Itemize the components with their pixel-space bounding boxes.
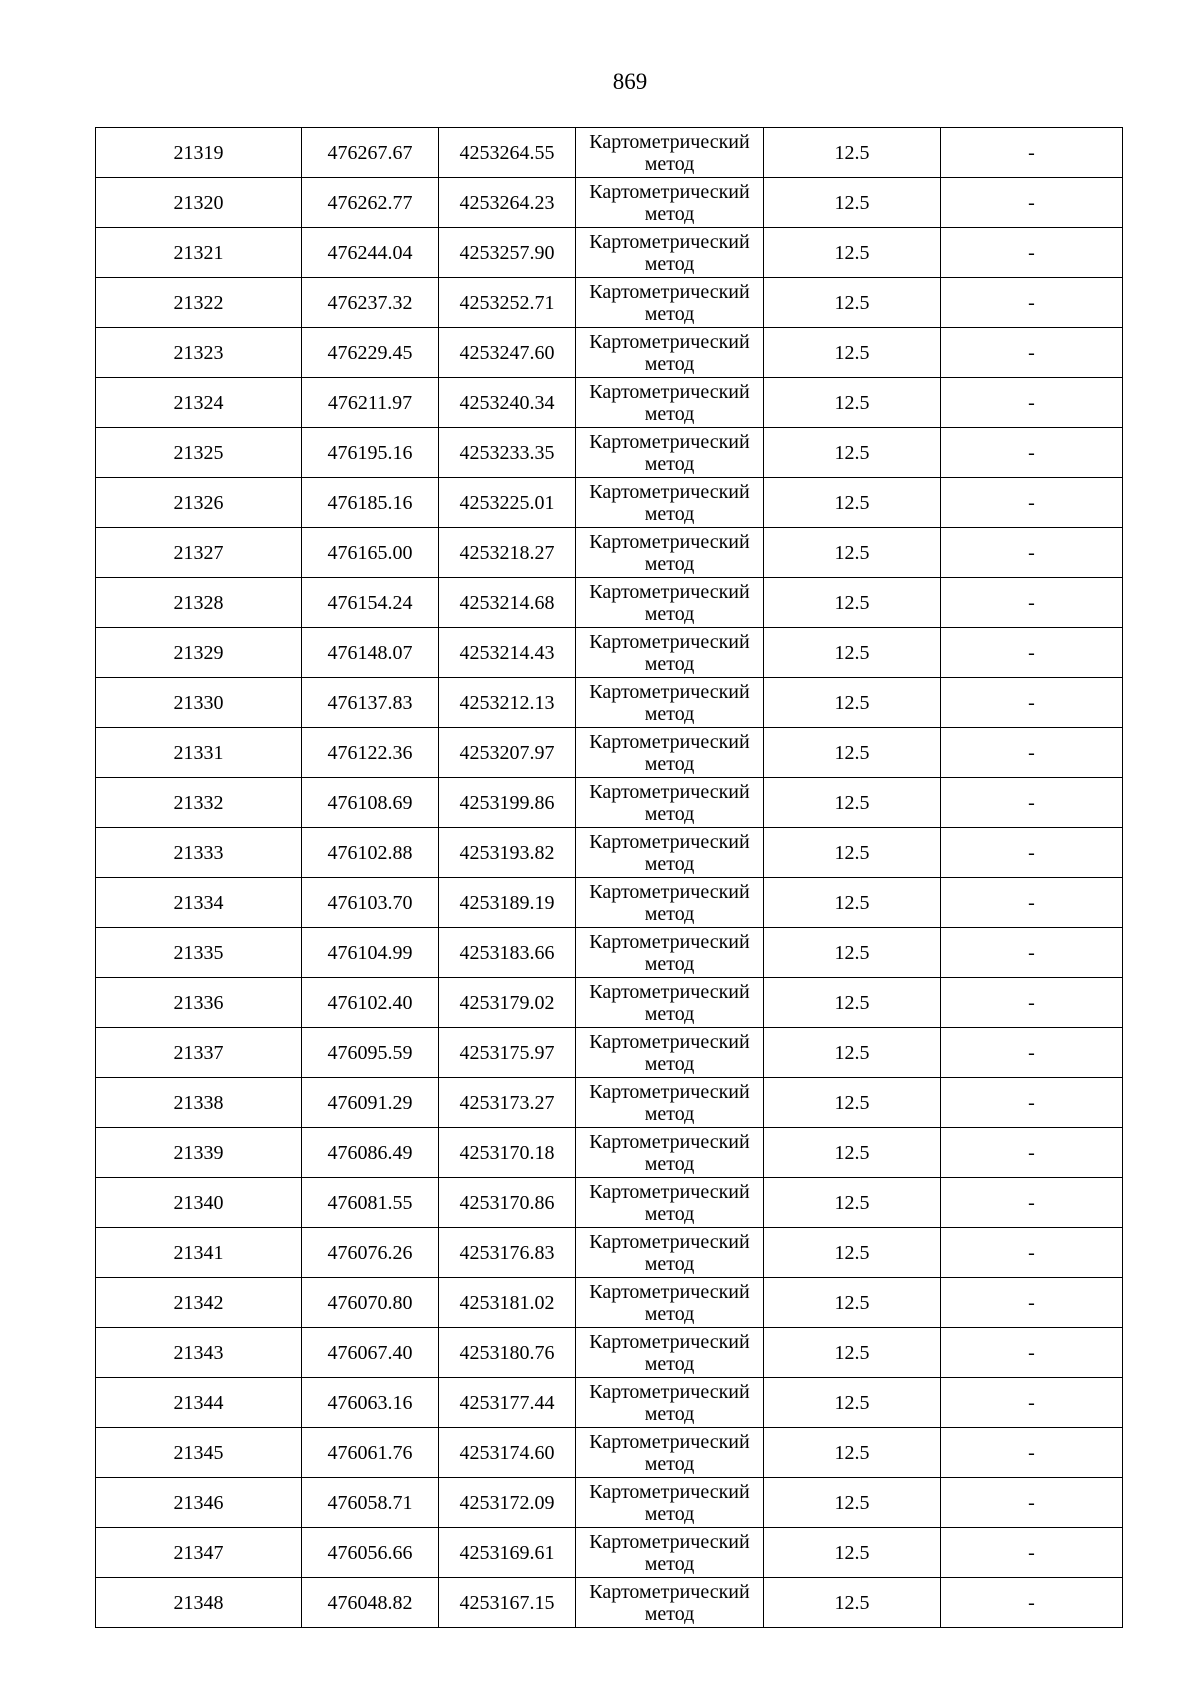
method-line-1: Картометрический — [589, 830, 750, 853]
method-line-1: Картометрический — [589, 730, 750, 753]
accuracy-cell: 12.5 — [764, 1228, 941, 1278]
y-coordinate-cell: 4253181.02 — [439, 1278, 576, 1328]
method-line-1: Картометрический — [589, 1430, 750, 1453]
method-line-2: метод — [644, 602, 695, 625]
table-row — [96, 878, 1123, 928]
table-row — [96, 378, 1123, 428]
table-row — [96, 928, 1123, 978]
point-id-cell: 21339 — [96, 1128, 302, 1178]
x-coordinate-cell: 476122.36 — [302, 728, 439, 778]
method-cell — [576, 1078, 764, 1128]
x-coordinate-cell: 476237.32 — [302, 278, 439, 328]
method-line-2: метод — [644, 802, 695, 825]
x-coordinate-cell: 476244.04 — [302, 228, 439, 278]
note-cell: - — [941, 1378, 1123, 1428]
method-line-1: Картометрический — [589, 130, 750, 153]
method-cell — [576, 1378, 764, 1428]
method-line-2: метод — [644, 952, 695, 975]
y-coordinate-cell: 4253170.86 — [439, 1178, 576, 1228]
table-row — [96, 1378, 1123, 1428]
point-id-cell: 21341 — [96, 1228, 302, 1278]
x-coordinate-cell: 476070.80 — [302, 1278, 439, 1328]
method-line-1: Картометрический — [589, 330, 750, 353]
x-coordinate-cell: 476048.82 — [302, 1578, 439, 1628]
point-id-cell: 21346 — [96, 1478, 302, 1528]
table-row — [96, 1478, 1123, 1528]
method-line-1: Картометрический — [589, 1030, 750, 1053]
y-coordinate-cell: 4253225.01 — [439, 478, 576, 528]
accuracy-cell: 12.5 — [764, 328, 941, 378]
note-cell: - — [941, 1178, 1123, 1228]
point-id-cell: 21343 — [96, 1328, 302, 1378]
method-line-1: Картометрический — [589, 1180, 750, 1203]
point-id-cell: 21348 — [96, 1578, 302, 1628]
y-coordinate-cell: 4253172.09 — [439, 1478, 576, 1528]
method-line-1: Картометрический — [589, 930, 750, 953]
x-coordinate-cell: 476102.40 — [302, 978, 439, 1028]
note-cell: - — [941, 578, 1123, 628]
y-coordinate-cell: 4253170.18 — [439, 1128, 576, 1178]
method-cell — [576, 328, 764, 378]
note-cell: - — [941, 628, 1123, 678]
point-id-cell: 21345 — [96, 1428, 302, 1478]
note-cell: - — [941, 828, 1123, 878]
method-line-2: метод — [644, 1252, 695, 1275]
method-line-2: метод — [644, 1102, 695, 1125]
method-cell — [576, 978, 764, 1028]
accuracy-cell: 12.5 — [764, 228, 941, 278]
accuracy-cell: 12.5 — [764, 1178, 941, 1228]
y-coordinate-cell: 4253233.35 — [439, 428, 576, 478]
method-cell — [576, 378, 764, 428]
table-row — [96, 628, 1123, 678]
method-cell — [576, 478, 764, 528]
point-id-cell: 21329 — [96, 628, 302, 678]
point-id-cell: 21320 — [96, 178, 302, 228]
method-line-2: метод — [644, 1002, 695, 1025]
method-line-1: Картометрический — [589, 780, 750, 803]
accuracy-cell: 12.5 — [764, 378, 941, 428]
x-coordinate-cell: 476154.24 — [302, 578, 439, 628]
method-cell — [576, 128, 764, 178]
point-id-cell: 21323 — [96, 328, 302, 378]
accuracy-cell: 12.5 — [764, 778, 941, 828]
method-line-2: метод — [644, 652, 695, 675]
y-coordinate-cell: 4253257.90 — [439, 228, 576, 278]
note-cell: - — [941, 1328, 1123, 1378]
point-id-cell: 21335 — [96, 928, 302, 978]
y-coordinate-cell: 4253264.23 — [439, 178, 576, 228]
accuracy-cell: 12.5 — [764, 828, 941, 878]
note-cell: - — [941, 728, 1123, 778]
method-cell — [576, 678, 764, 728]
y-coordinate-cell: 4253167.15 — [439, 1578, 576, 1628]
method-cell — [576, 928, 764, 978]
method-line-1: Картометрический — [589, 580, 750, 603]
method-cell — [576, 1528, 764, 1578]
method-cell — [576, 1178, 764, 1228]
method-cell — [576, 528, 764, 578]
method-line-1: Картометрический — [589, 1280, 750, 1303]
method-cell — [576, 428, 764, 478]
x-coordinate-cell: 476267.67 — [302, 128, 439, 178]
y-coordinate-cell: 4253177.44 — [439, 1378, 576, 1428]
note-cell: - — [941, 878, 1123, 928]
x-coordinate-cell: 476095.59 — [302, 1028, 439, 1078]
accuracy-cell: 12.5 — [764, 1578, 941, 1628]
accuracy-cell: 12.5 — [764, 278, 941, 328]
accuracy-cell: 12.5 — [764, 1528, 941, 1578]
y-coordinate-cell: 4253252.71 — [439, 278, 576, 328]
point-id-cell: 21340 — [96, 1178, 302, 1228]
method-line-1: Картометрический — [589, 1380, 750, 1403]
y-coordinate-cell: 4253212.13 — [439, 678, 576, 728]
method-line-1: Картометрический — [589, 680, 750, 703]
y-coordinate-cell: 4253264.55 — [439, 128, 576, 178]
y-coordinate-cell: 4253207.97 — [439, 728, 576, 778]
accuracy-cell: 12.5 — [764, 1128, 941, 1178]
accuracy-cell: 12.5 — [764, 1278, 941, 1328]
accuracy-cell: 12.5 — [764, 628, 941, 678]
point-id-cell: 21334 — [96, 878, 302, 928]
accuracy-cell: 12.5 — [764, 578, 941, 628]
page-number: 869 — [612, 69, 648, 94]
table-row — [96, 578, 1123, 628]
x-coordinate-cell: 476091.29 — [302, 1078, 439, 1128]
method-cell — [576, 1028, 764, 1078]
method-line-1: Картометрический — [589, 1230, 750, 1253]
y-coordinate-cell: 4253176.83 — [439, 1228, 576, 1278]
note-cell: - — [941, 678, 1123, 728]
table-row — [96, 778, 1123, 828]
method-line-1: Картометрический — [589, 1080, 750, 1103]
x-coordinate-cell: 476056.66 — [302, 1528, 439, 1578]
table-row — [96, 1178, 1123, 1228]
method-line-2: метод — [644, 902, 695, 925]
point-id-cell: 21333 — [96, 828, 302, 878]
x-coordinate-cell: 476063.16 — [302, 1378, 439, 1428]
point-id-cell: 21342 — [96, 1278, 302, 1328]
x-coordinate-cell: 476185.16 — [302, 478, 439, 528]
method-line-2: метод — [644, 202, 695, 225]
accuracy-cell: 12.5 — [764, 1428, 941, 1478]
x-coordinate-cell: 476086.49 — [302, 1128, 439, 1178]
note-cell: - — [941, 1078, 1123, 1128]
x-coordinate-cell: 476076.26 — [302, 1228, 439, 1278]
y-coordinate-cell: 4253174.60 — [439, 1428, 576, 1478]
x-coordinate-cell: 476229.45 — [302, 328, 439, 378]
point-id-cell: 21331 — [96, 728, 302, 778]
x-coordinate-cell: 476148.07 — [302, 628, 439, 678]
method-line-2: метод — [644, 552, 695, 575]
x-coordinate-cell: 476165.00 — [302, 528, 439, 578]
table-row — [96, 678, 1123, 728]
point-id-cell: 21347 — [96, 1528, 302, 1578]
table-row — [96, 178, 1123, 228]
method-line-2: метод — [644, 752, 695, 775]
method-line-1: Картометрический — [589, 1480, 750, 1503]
table-row — [96, 978, 1123, 1028]
accuracy-cell: 12.5 — [764, 1478, 941, 1528]
method-line-2: метод — [644, 302, 695, 325]
x-coordinate-cell: 476195.16 — [302, 428, 439, 478]
coordinates-table-body — [96, 128, 1123, 1628]
note-cell: - — [941, 1428, 1123, 1478]
table-row — [96, 1278, 1123, 1328]
method-line-2: метод — [644, 1152, 695, 1175]
accuracy-cell: 12.5 — [764, 178, 941, 228]
table-row — [96, 1128, 1123, 1178]
method-line-2: метод — [644, 1202, 695, 1225]
method-line-1: Картометрический — [589, 530, 750, 553]
method-cell — [576, 878, 764, 928]
note-cell: - — [941, 1128, 1123, 1178]
accuracy-cell: 12.5 — [764, 1328, 941, 1378]
x-coordinate-cell: 476108.69 — [302, 778, 439, 828]
note-cell: - — [941, 528, 1123, 578]
method-line-1: Картометрический — [589, 430, 750, 453]
accuracy-cell: 12.5 — [764, 128, 941, 178]
y-coordinate-cell: 4253214.43 — [439, 628, 576, 678]
table-row — [96, 728, 1123, 778]
x-coordinate-cell: 476262.77 — [302, 178, 439, 228]
point-id-cell: 21328 — [96, 578, 302, 628]
x-coordinate-cell: 476102.88 — [302, 828, 439, 878]
coordinates-table — [95, 127, 1123, 1628]
x-coordinate-cell: 476067.40 — [302, 1328, 439, 1378]
method-cell — [576, 1128, 764, 1178]
method-line-1: Картометрический — [589, 1530, 750, 1553]
note-cell: - — [941, 478, 1123, 528]
y-coordinate-cell: 4253193.82 — [439, 828, 576, 878]
x-coordinate-cell: 476058.71 — [302, 1478, 439, 1528]
note-cell: - — [941, 778, 1123, 828]
point-id-cell: 21330 — [96, 678, 302, 728]
table-row — [96, 528, 1123, 578]
method-cell — [576, 578, 764, 628]
method-line-2: метод — [644, 1552, 695, 1575]
method-line-1: Картометрический — [589, 230, 750, 253]
y-coordinate-cell: 4253183.66 — [439, 928, 576, 978]
method-line-2: метод — [644, 1352, 695, 1375]
note-cell: - — [941, 378, 1123, 428]
point-id-cell: 21336 — [96, 978, 302, 1028]
method-cell — [576, 1228, 764, 1278]
note-cell: - — [941, 1028, 1123, 1078]
method-line-2: метод — [644, 1302, 695, 1325]
table-row — [96, 1528, 1123, 1578]
note-cell: - — [941, 928, 1123, 978]
table-row — [96, 1078, 1123, 1128]
table-row — [96, 228, 1123, 278]
method-cell — [576, 178, 764, 228]
note-cell: - — [941, 978, 1123, 1028]
table-row — [96, 128, 1123, 178]
method-line-1: Картометрический — [589, 1130, 750, 1153]
method-line-1: Картометрический — [589, 980, 750, 1003]
note-cell: - — [941, 1578, 1123, 1628]
method-line-1: Картометрический — [589, 630, 750, 653]
accuracy-cell: 12.5 — [764, 528, 941, 578]
accuracy-cell: 12.5 — [764, 1028, 941, 1078]
table-row — [96, 1028, 1123, 1078]
method-line-2: метод — [644, 402, 695, 425]
method-cell — [576, 828, 764, 878]
y-coordinate-cell: 4253240.34 — [439, 378, 576, 428]
y-coordinate-cell: 4253199.86 — [439, 778, 576, 828]
note-cell: - — [941, 1278, 1123, 1328]
point-id-cell: 21319 — [96, 128, 302, 178]
y-coordinate-cell: 4253218.27 — [439, 528, 576, 578]
x-coordinate-cell: 476081.55 — [302, 1178, 439, 1228]
y-coordinate-cell: 4253189.19 — [439, 878, 576, 928]
method-line-2: метод — [644, 1452, 695, 1475]
table-row — [96, 428, 1123, 478]
x-coordinate-cell: 476061.76 — [302, 1428, 439, 1478]
accuracy-cell: 12.5 — [764, 978, 941, 1028]
note-cell: - — [941, 228, 1123, 278]
method-line-2: метод — [644, 1052, 695, 1075]
accuracy-cell: 12.5 — [764, 428, 941, 478]
note-cell: - — [941, 178, 1123, 228]
x-coordinate-cell: 476104.99 — [302, 928, 439, 978]
point-id-cell: 21344 — [96, 1378, 302, 1428]
point-id-cell: 21337 — [96, 1028, 302, 1078]
table-row — [96, 1578, 1123, 1628]
x-coordinate-cell: 476103.70 — [302, 878, 439, 928]
point-id-cell: 21326 — [96, 478, 302, 528]
method-line-1: Картометрический — [589, 1330, 750, 1353]
note-cell: - — [941, 1478, 1123, 1528]
method-line-2: метод — [644, 702, 695, 725]
point-id-cell: 21327 — [96, 528, 302, 578]
point-id-cell: 21338 — [96, 1078, 302, 1128]
method-line-2: метод — [644, 1402, 695, 1425]
method-cell — [576, 1428, 764, 1478]
accuracy-cell: 12.5 — [764, 878, 941, 928]
method-line-1: Картометрический — [589, 180, 750, 203]
note-cell: - — [941, 278, 1123, 328]
table-row — [96, 828, 1123, 878]
x-coordinate-cell: 476211.97 — [302, 378, 439, 428]
method-line-2: метод — [644, 352, 695, 375]
y-coordinate-cell: 4253179.02 — [439, 978, 576, 1028]
table-row — [96, 1328, 1123, 1378]
accuracy-cell: 12.5 — [764, 928, 941, 978]
point-id-cell: 21322 — [96, 278, 302, 328]
point-id-cell: 21324 — [96, 378, 302, 428]
accuracy-cell: 12.5 — [764, 678, 941, 728]
method-cell — [576, 728, 764, 778]
method-cell — [576, 278, 764, 328]
point-id-cell: 21325 — [96, 428, 302, 478]
method-line-1: Картометрический — [589, 380, 750, 403]
method-line-1: Картометрический — [589, 880, 750, 903]
y-coordinate-cell: 4253175.97 — [439, 1028, 576, 1078]
method-line-2: метод — [644, 502, 695, 525]
note-cell: - — [941, 428, 1123, 478]
note-cell: - — [941, 1528, 1123, 1578]
method-line-2: метод — [644, 252, 695, 275]
y-coordinate-cell: 4253214.68 — [439, 578, 576, 628]
y-coordinate-cell: 4253180.76 — [439, 1328, 576, 1378]
method-cell — [576, 1328, 764, 1378]
method-line-2: метод — [644, 852, 695, 875]
accuracy-cell: 12.5 — [764, 1078, 941, 1128]
y-coordinate-cell: 4253247.60 — [439, 328, 576, 378]
method-line-2: метод — [644, 1602, 695, 1625]
method-cell — [576, 1578, 764, 1628]
table-row — [96, 1228, 1123, 1278]
accuracy-cell: 12.5 — [764, 1378, 941, 1428]
y-coordinate-cell: 4253173.27 — [439, 1078, 576, 1128]
table-row — [96, 1428, 1123, 1478]
method-cell — [576, 778, 764, 828]
method-cell — [576, 628, 764, 678]
method-line-2: метод — [644, 152, 695, 175]
note-cell: - — [941, 1228, 1123, 1278]
method-line-1: Картометрический — [589, 480, 750, 503]
y-coordinate-cell: 4253169.61 — [439, 1528, 576, 1578]
method-line-2: метод — [644, 452, 695, 475]
method-line-1: Картометрический — [589, 1580, 750, 1603]
method-cell — [576, 1278, 764, 1328]
table-row — [96, 478, 1123, 528]
method-cell — [576, 1478, 764, 1528]
table-row — [96, 278, 1123, 328]
method-cell — [576, 228, 764, 278]
table-row — [96, 328, 1123, 378]
method-line-2: метод — [644, 1502, 695, 1525]
x-coordinate-cell: 476137.83 — [302, 678, 439, 728]
method-line-1: Картометрический — [589, 280, 750, 303]
point-id-cell: 21332 — [96, 778, 302, 828]
accuracy-cell: 12.5 — [764, 478, 941, 528]
note-cell: - — [941, 128, 1123, 178]
point-id-cell: 21321 — [96, 228, 302, 278]
accuracy-cell: 12.5 — [764, 728, 941, 778]
note-cell: - — [941, 328, 1123, 378]
